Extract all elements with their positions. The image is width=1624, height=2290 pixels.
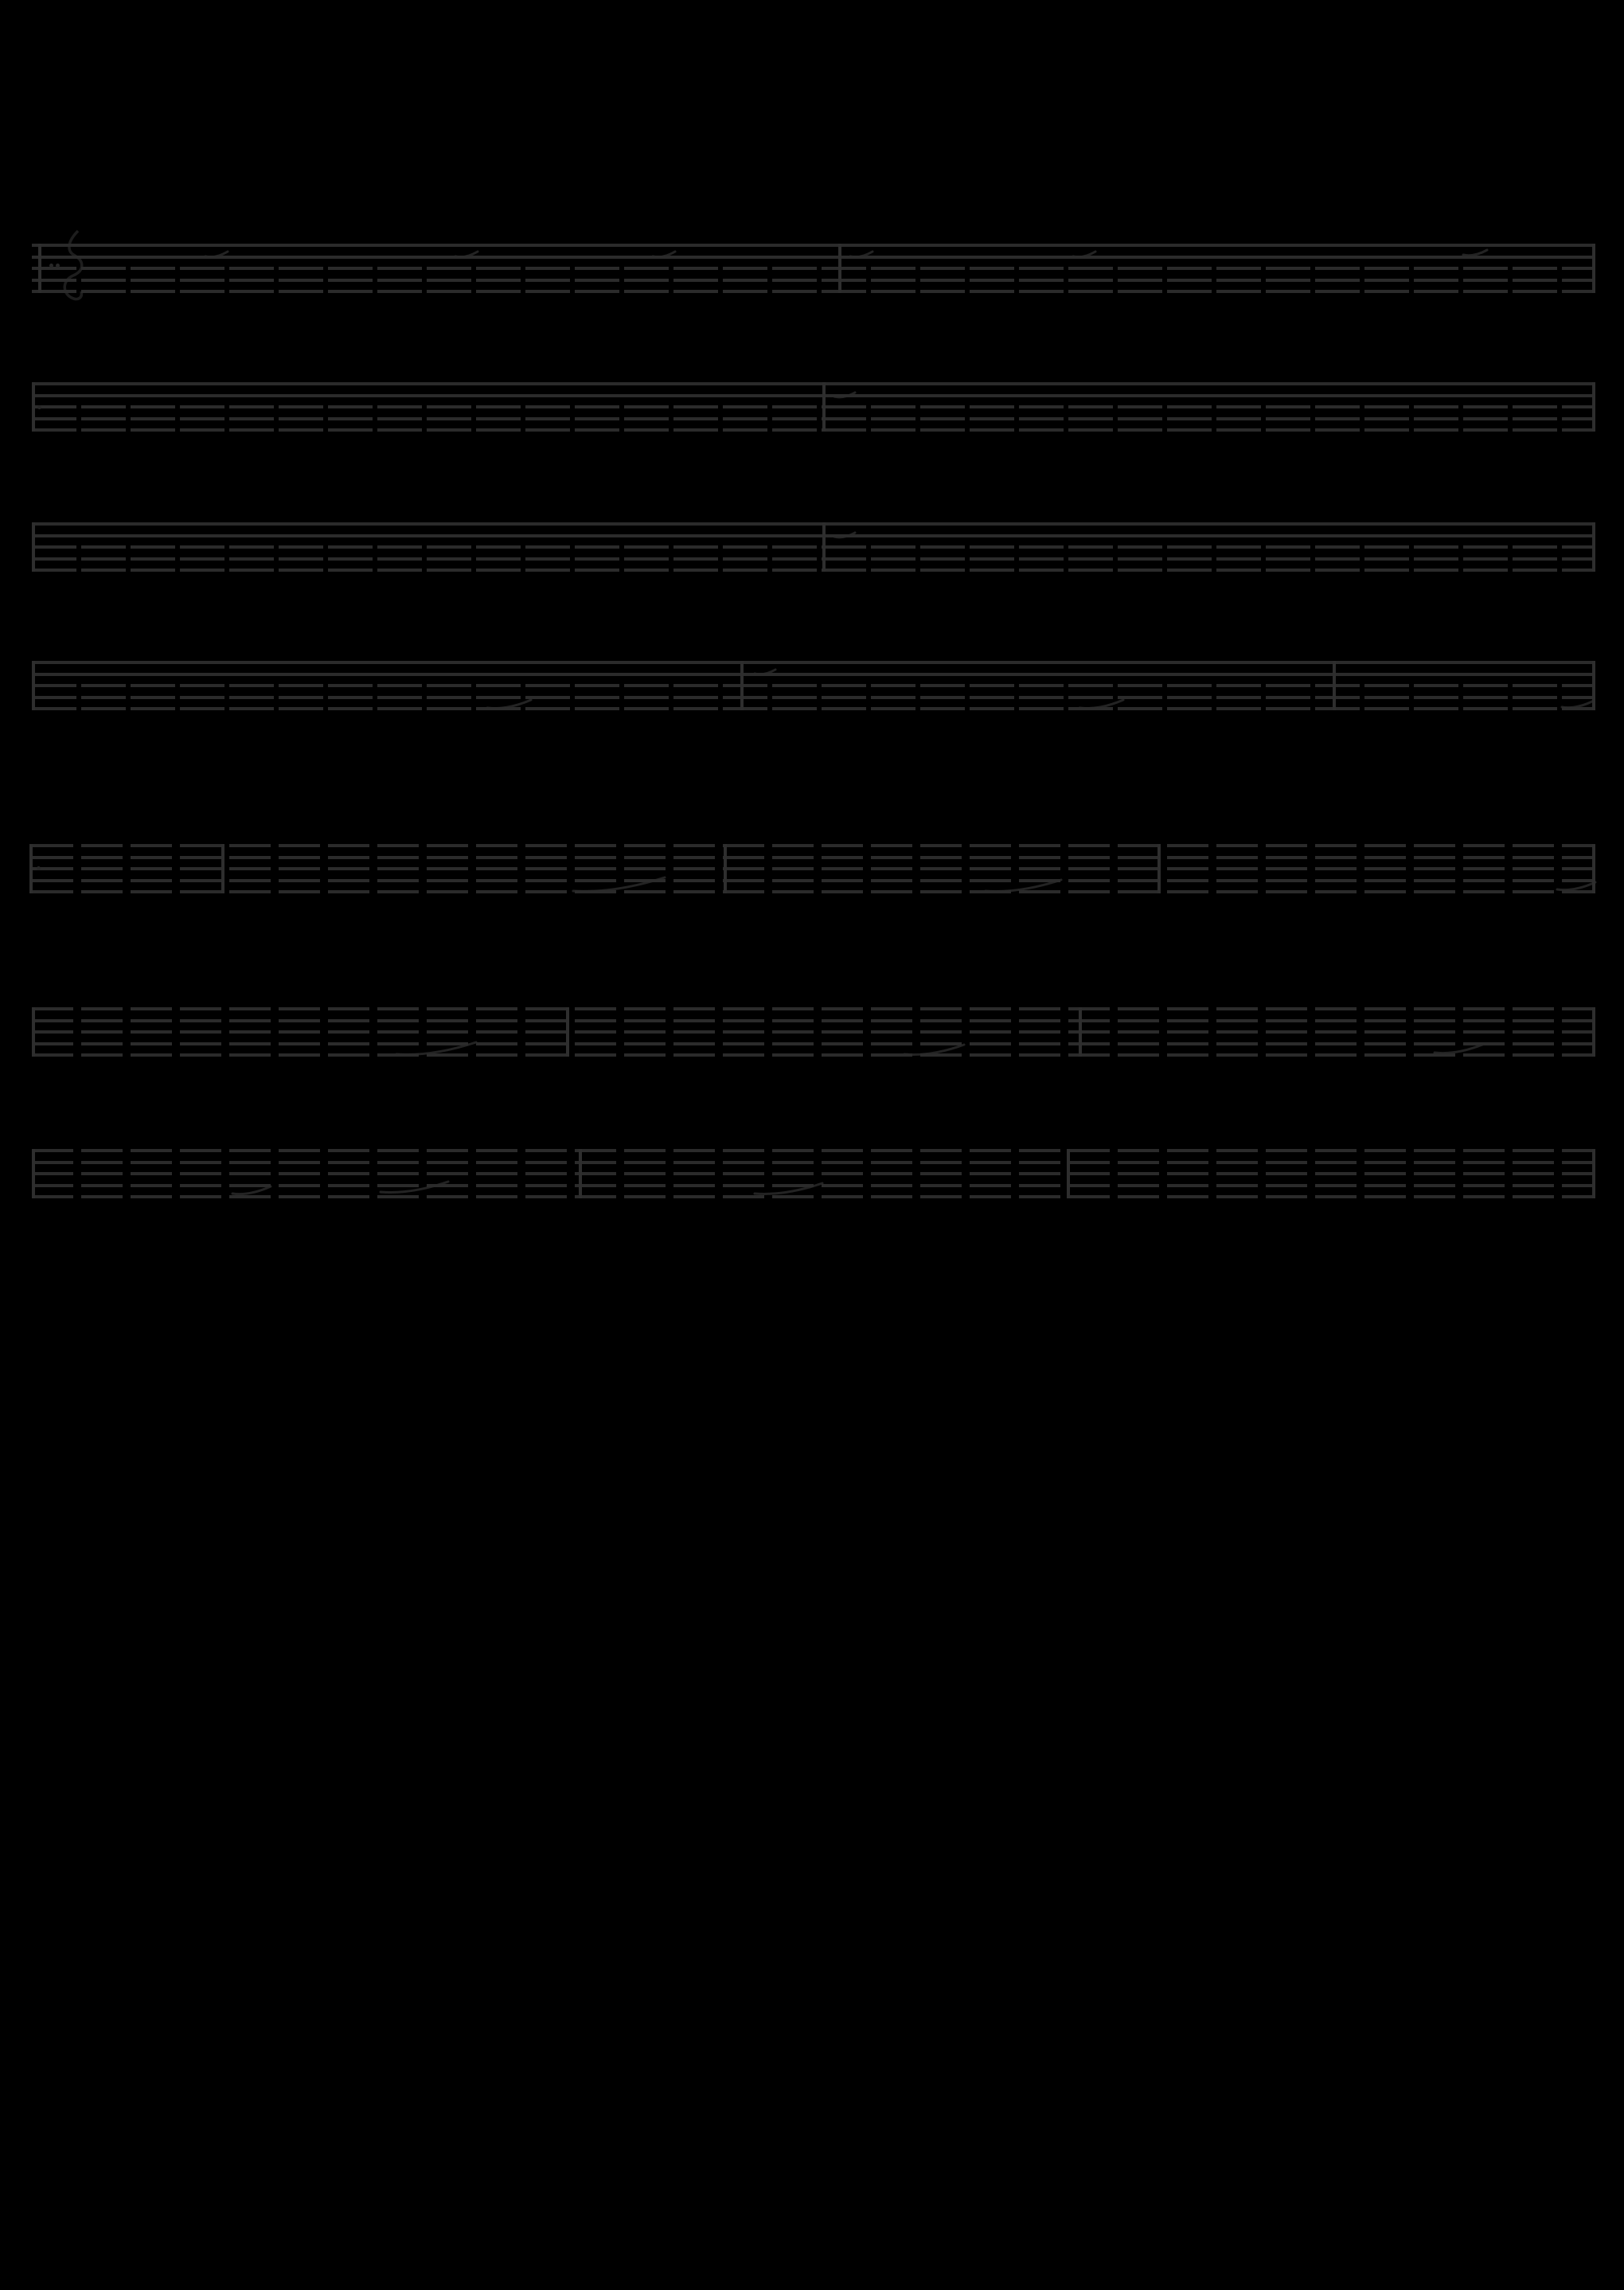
staff-system-5-barline	[221, 844, 224, 893]
staff-system-6-barline	[566, 1007, 569, 1057]
staff-system-3-barline	[822, 522, 826, 572]
staff-system-2-barline	[1592, 382, 1595, 432]
staff-system-3-barline	[32, 522, 35, 572]
staff-system-7-line-3	[32, 1172, 1592, 1175]
staff-system-5-barline	[1157, 844, 1161, 893]
staff-system-4-line-4	[32, 696, 1592, 699]
staff-system-2-line-4	[32, 417, 1592, 420]
staff-system-1-line-1	[32, 244, 1592, 247]
staff-system-4-line-5	[32, 707, 1592, 710]
staff-system-6-line-3	[32, 1030, 1592, 1034]
staff-system-5-line-5	[32, 890, 1592, 893]
staff-system-4-line-2	[32, 673, 1592, 676]
staff-system-1-line-3	[32, 267, 1592, 270]
staff-system-7-barline	[1592, 1149, 1595, 1198]
staff-system-7-line-1	[32, 1149, 1592, 1152]
staff-system-6-line-2	[32, 1019, 1592, 1022]
staff-system-4-line-3	[32, 684, 1592, 687]
staff-system-7-barline	[32, 1149, 35, 1198]
staff-system-1-barline	[38, 244, 41, 293]
staff-system-2-line-5	[32, 428, 1592, 432]
slur-curve	[1557, 882, 1595, 890]
staff-system-6-barline	[32, 1007, 35, 1057]
staff-system-3-line-1	[32, 522, 1592, 526]
staff-system-3-barline	[1592, 522, 1595, 572]
staff-system-5-line-4	[32, 879, 1592, 882]
staff-system-2-line-2	[32, 394, 1592, 397]
staff-system-1-line-2	[32, 256, 1592, 259]
staff-system-4-barline	[1333, 661, 1336, 710]
staff-system-5-line-1	[32, 844, 1592, 847]
staff-system-6-line-5	[32, 1053, 1592, 1057]
staff-system-2-line-1	[32, 382, 1592, 385]
staff-system-5-line-2	[32, 856, 1592, 859]
staff-system-1-barline	[1592, 244, 1595, 293]
staff-system-4-barline	[1592, 661, 1595, 710]
staff-system-5-barline	[724, 844, 727, 893]
staff-system-1-line-4	[32, 279, 1592, 282]
glyph-dot	[37, 405, 41, 409]
staff-system-3-line-2	[32, 534, 1592, 537]
treble-clef-path	[64, 231, 82, 299]
staff-system-2-line-3	[32, 405, 1592, 408]
staff-system-7-line-5	[32, 1195, 1592, 1198]
slur-curve	[232, 1186, 271, 1194]
staff-system-1-barline	[838, 244, 841, 293]
staff-system-6-line-1	[32, 1007, 1592, 1010]
staff-system-3-line-3	[32, 545, 1592, 549]
glyph-dot	[56, 264, 60, 268]
staff-system-3-line-4	[32, 557, 1592, 561]
staff-system-2-barline	[822, 382, 826, 432]
staff-system-2-barline	[32, 382, 35, 432]
slur-curve	[1435, 1045, 1482, 1053]
staff-system-6-barline	[1592, 1007, 1595, 1057]
staff-system-4-line-1	[32, 661, 1592, 664]
staff-system-6-barline	[1079, 1007, 1082, 1057]
treble-clef-icon	[64, 231, 82, 299]
staff-system-3-line-5	[32, 569, 1592, 572]
staff-system-5-barline	[29, 844, 33, 893]
staff-system-1-line-5	[32, 290, 1592, 293]
staff-system-5-barline	[1592, 844, 1595, 893]
glyph-dot	[37, 866, 41, 870]
staff-system-7-line-2	[32, 1161, 1592, 1164]
staff-system-7-line-4	[32, 1184, 1592, 1187]
staff-system-7-barline	[579, 1149, 582, 1198]
staff-system-4-barline	[740, 661, 744, 710]
staff-system-4-barline	[32, 661, 35, 710]
staff-system-5-line-3	[32, 867, 1592, 870]
slur-curves	[205, 250, 1595, 1194]
staff-system-6-line-4	[32, 1042, 1592, 1045]
staff-system-7-barline	[1067, 1149, 1070, 1198]
glyph-dot	[49, 264, 53, 268]
